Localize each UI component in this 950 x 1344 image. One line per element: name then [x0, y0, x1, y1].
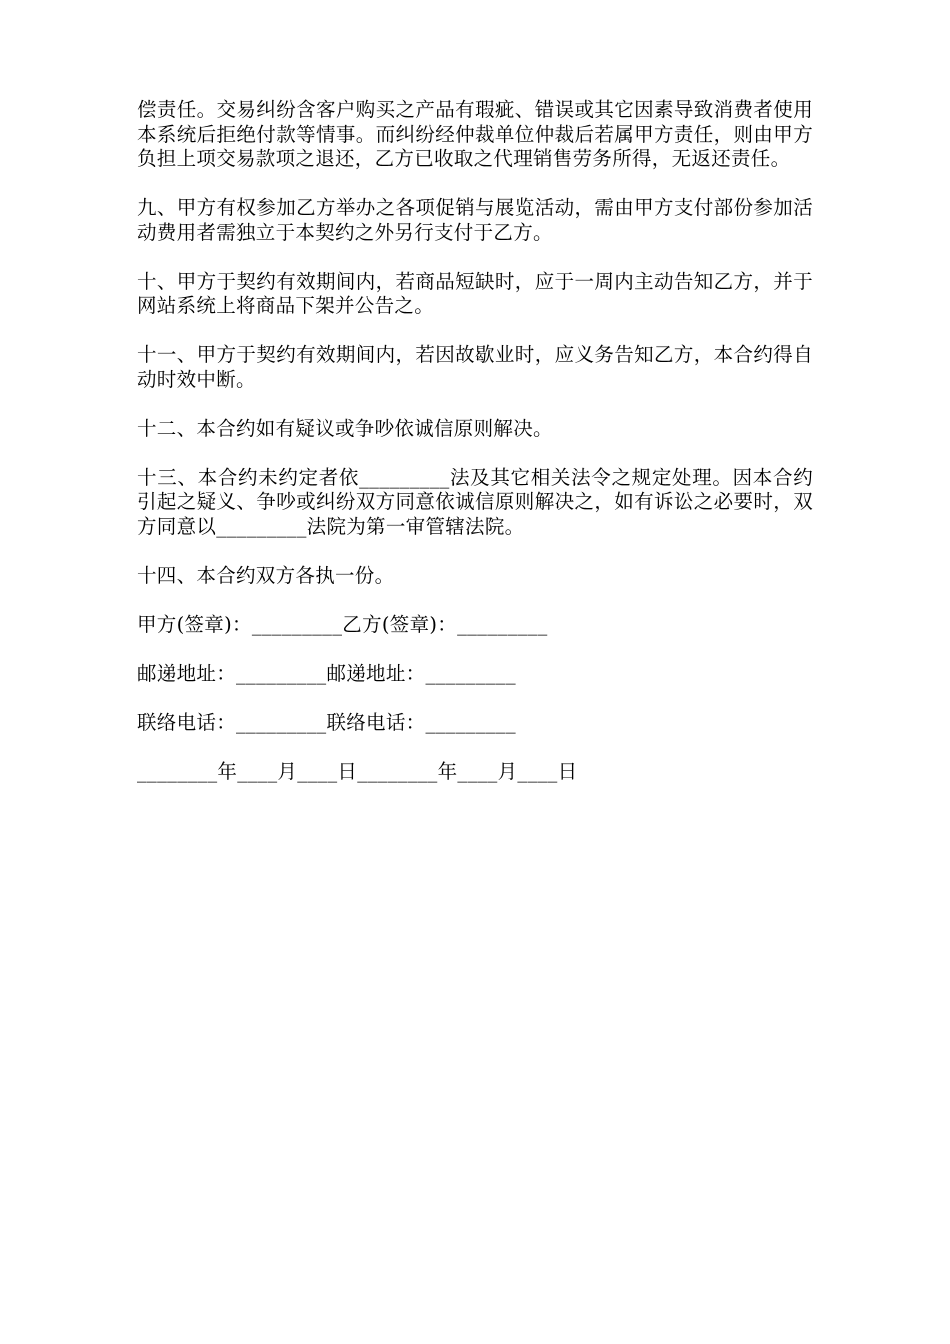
paragraph-clause-10: 十、甲方于契约有效期间内，若商品短缺时，应于一周内主动告知乙方，并于网站系统上将商品下架并公告之。 [137, 269, 813, 317]
paragraph-clause-14: 十四、本合约双方各执一份。 [137, 563, 395, 587]
date-line: ________年____月____日________年____月____日 [137, 759, 578, 783]
paragraph-clause-12: 十二、本合约如有疑议或争吵依诚信原则解决。 [137, 416, 553, 440]
paragraph-clause-9: 九、甲方有权参加乙方举办之各项促销与展览活动，需由甲方支付部份参加活动费用者需独立于本契约之外另行支付于乙方。 [137, 196, 813, 244]
signature-line: 甲方(签章)：_________乙方(签章)：_________ [137, 612, 548, 636]
phone-line: 联络电话：_________联络电话：_________ [137, 710, 516, 734]
paragraph-liability: 偿责任。交易纠纷含客户购买之产品有瑕疵、错误或其它因素导致消费者使用本系统后拒绝付款等情事。而纠纷经仲裁单位仲裁后若属甲方责任，则由甲方负担上项交易款项之退还，乙方已收取之代理销售劳务所得，无返还责任。 [137, 98, 813, 170]
paragraph-clause-13: 十三、本合约未约定者依_________法及其它相关法令之规定处理。因本合约引起之疑义、争吵或纠纷双方同意依诚信原则解决之，如有诉讼之必要时，双方同意以_________法院为第一审管辖法院。 [137, 465, 813, 538]
paragraph-clause-11: 十一、甲方于契约有效期间内，若因故歇业时，应义务告知乙方，本合约得自动时效中断。 [137, 343, 813, 391]
address-line: 邮递地址：_________邮递地址：_________ [137, 661, 516, 685]
contract-page [137, 98, 813, 809]
